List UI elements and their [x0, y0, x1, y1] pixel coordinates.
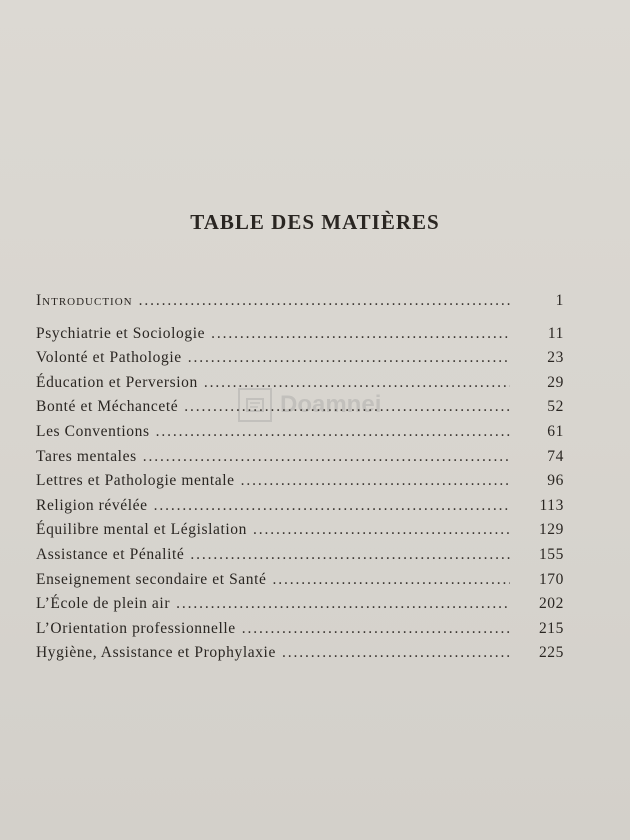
toc-entry [36, 546, 564, 571]
toc-entry-label: Les Conventions [36, 422, 150, 440]
toc-entry-label: Religion révélée [36, 496, 148, 514]
toc-entry [36, 325, 564, 350]
toc-entry-label: Hygiène, Assistance et Prophylaxie [36, 644, 276, 662]
table-of-contents [36, 292, 564, 669]
toc-entry [36, 595, 564, 620]
toc-entry-label: Tares mentales [36, 447, 137, 465]
leader-dots [143, 448, 510, 466]
toc-entry [36, 620, 564, 645]
toc-entry-page: 225 [538, 644, 564, 662]
leader-dots [156, 423, 510, 441]
leader-dots [211, 325, 510, 343]
toc-entry-label: L’Orientation professionnelle [36, 619, 236, 637]
toc-entry-page: 61 [547, 422, 564, 440]
toc-entry-page: 155 [538, 545, 564, 563]
toc-entry-label: Éducation et Perversion [36, 373, 198, 391]
toc-entry [36, 349, 564, 374]
leader-dots [253, 521, 510, 539]
leader-dots [139, 292, 510, 310]
toc-entry [36, 374, 564, 399]
toc-entry-page: 170 [538, 570, 564, 588]
toc-entry [36, 497, 564, 522]
toc-entry-label: Lettres et Pathologie mentale [36, 472, 235, 490]
toc-entry-page: 96 [547, 472, 564, 490]
toc-entry-page: 23 [547, 349, 564, 367]
toc-entry-page: 113 [539, 496, 564, 514]
toc-entry [36, 521, 564, 546]
toc-entry-page: 29 [547, 373, 564, 391]
leader-dots [273, 571, 510, 589]
leader-dots [242, 620, 510, 638]
leader-dots [241, 472, 510, 490]
toc-entry [36, 423, 564, 448]
toc-entry-label: Assistance et Pénalité [36, 545, 185, 563]
toc-entry-page: 202 [538, 595, 564, 613]
toc-entry-label: Psychiatrie et Sociologie [36, 324, 206, 342]
leader-dots [188, 349, 510, 367]
leader-dots [204, 374, 510, 392]
toc-entry-label: Équilibre mental et Législation [36, 521, 248, 539]
toc-entry-label: Enseignement secondaire et Santé [36, 570, 267, 588]
toc-entry-label: L’École de plein air [36, 595, 171, 613]
leader-dots [154, 497, 510, 515]
toc-entry-page: 215 [538, 619, 564, 637]
toc-entry [36, 472, 564, 497]
leader-dots [190, 546, 510, 564]
toc-entry-label: Introduction [36, 292, 133, 309]
toc-entry-label: Volonté et Pathologie [36, 349, 182, 367]
toc-entry [36, 398, 564, 423]
toc-entry-page: 11 [547, 324, 564, 342]
toc-entry-label: Bonté et Méchanceté [36, 398, 179, 416]
leader-dots [184, 398, 510, 416]
toc-entry [36, 571, 564, 596]
toc-entry-page: 129 [538, 521, 564, 539]
toc-entry-page: 1 [555, 292, 564, 309]
toc-entry-page: 74 [547, 447, 564, 465]
leader-dots [282, 644, 510, 662]
leader-dots [176, 595, 510, 613]
toc-entry-page: 52 [547, 398, 564, 416]
toc-entry [36, 644, 564, 669]
toc-entry [36, 448, 564, 473]
watermark-text: Doamnei [280, 391, 382, 418]
page-title: TABLE DES MATIÈRES [190, 210, 440, 235]
toc-entry [36, 292, 564, 317]
